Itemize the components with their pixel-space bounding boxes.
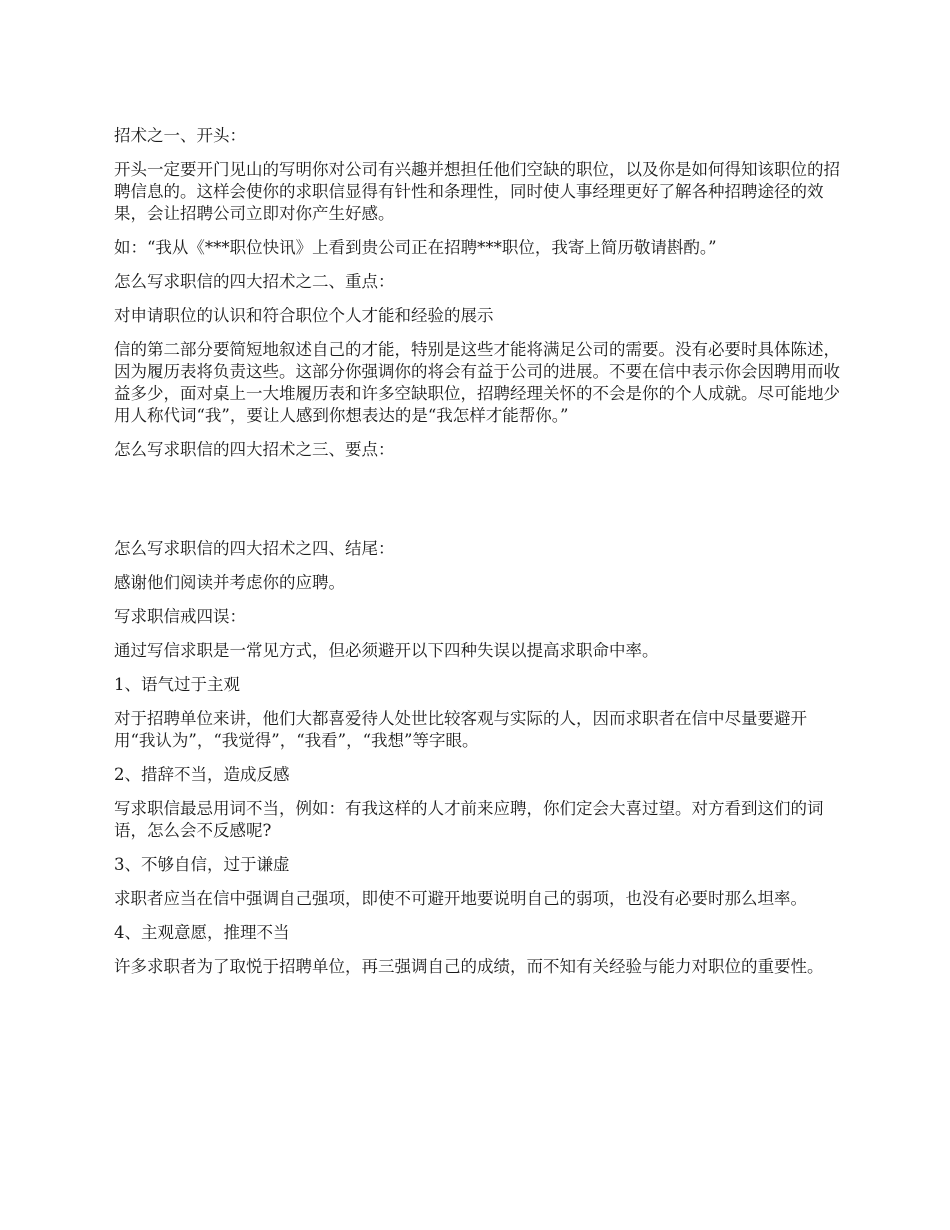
paragraph-opening: 开头一定要开门见山的写明你对公司有兴趣并想担任他们空缺的职位，以及你是如何得知该职位的招聘信息的。这样会使你的求职信显得有针性和条理性，同时使人事经理更好了解各种招聘途径的效果，会让招聘公司立即对你产生好感。 <box>114 160 840 223</box>
document-body <box>114 125 840 990</box>
paragraph-mistake-4-title: 4、主观意愿，推理不当 <box>114 923 290 942</box>
paragraph-mistakes-title: 写求职信戒四误： <box>114 607 246 626</box>
paragraph-mistake-1-body: 对于招聘单位来讲，他们大都喜爱待人处世比较客观与实际的人，因而求职者在信中尽量要避开用“我认为”，“我觉得”，“我看”，“我想”等字眼。 <box>114 709 807 750</box>
paragraph-mistakes-intro: 通过写信求职是一常见方式，但必须避开以下四种失误以提高求职命中率。 <box>114 641 659 660</box>
blank-gap <box>114 473 840 538</box>
paragraph-subheading: 对申请职位的认识和符合职位个人才能和经验的展示 <box>114 306 494 325</box>
paragraph-heading-3: 怎么写求职信的四大招术之三、要点： <box>114 440 395 459</box>
paragraph-example: 如：“我从《***职位快讯》上看到贵公司正在招聘***职位，我寄上简历敬请斟酌。” <box>114 238 717 257</box>
paragraph-mistake-3-body: 求职者应当在信中强调自己强项，即使不可避开地要说明自己的弱项，也没有必要时那么坦率。 <box>114 889 807 908</box>
paragraph-closing: 感谢他们阅读并考虑你的应聘。 <box>114 573 345 592</box>
paragraph-mistake-4-body: 许多求职者为了取悦于招聘单位，再三强调自己的成绩，而不知有关经验与能力对职位的重要性。 <box>114 957 824 976</box>
paragraph-heading-1: 招术之一、开头： <box>114 126 246 145</box>
paragraph-mistake-2-title: 2、措辞不当，造成反感 <box>114 765 290 784</box>
paragraph-body: 信的第二部分要简短地叙述自己的才能，特别是这些才能将满足公司的需要。没有必要时具体陈述，因为履历表将负责这些。这部分你强调你的将会有益于公司的进展。不要在信中表示你会因聘用而收益多少，面对桌上一大堆履历表和许多空缺职位，招聘经理关怀的不会是你的个人成就。尽可能地少用人称代词“我”，要让人感到你想表达的是“我怎样才能帮你。” <box>114 340 840 425</box>
paragraph-mistake-1-title: 1、语气过于主观 <box>114 675 240 694</box>
paragraph-heading-2: 怎么写求职信的四大招术之二、重点： <box>114 272 395 291</box>
paragraph-mistake-3-title: 3、不够自信，过于谦虚 <box>114 855 290 874</box>
paragraph-heading-4: 怎么写求职信的四大招术之四、结尾： <box>114 539 395 558</box>
paragraph-mistake-2-body: 写求职信最忌用词不当，例如：有我这样的人才前来应聘，你们定会大喜过望。对方看到这们的词语，怎么会不反感呢? <box>114 799 824 840</box>
